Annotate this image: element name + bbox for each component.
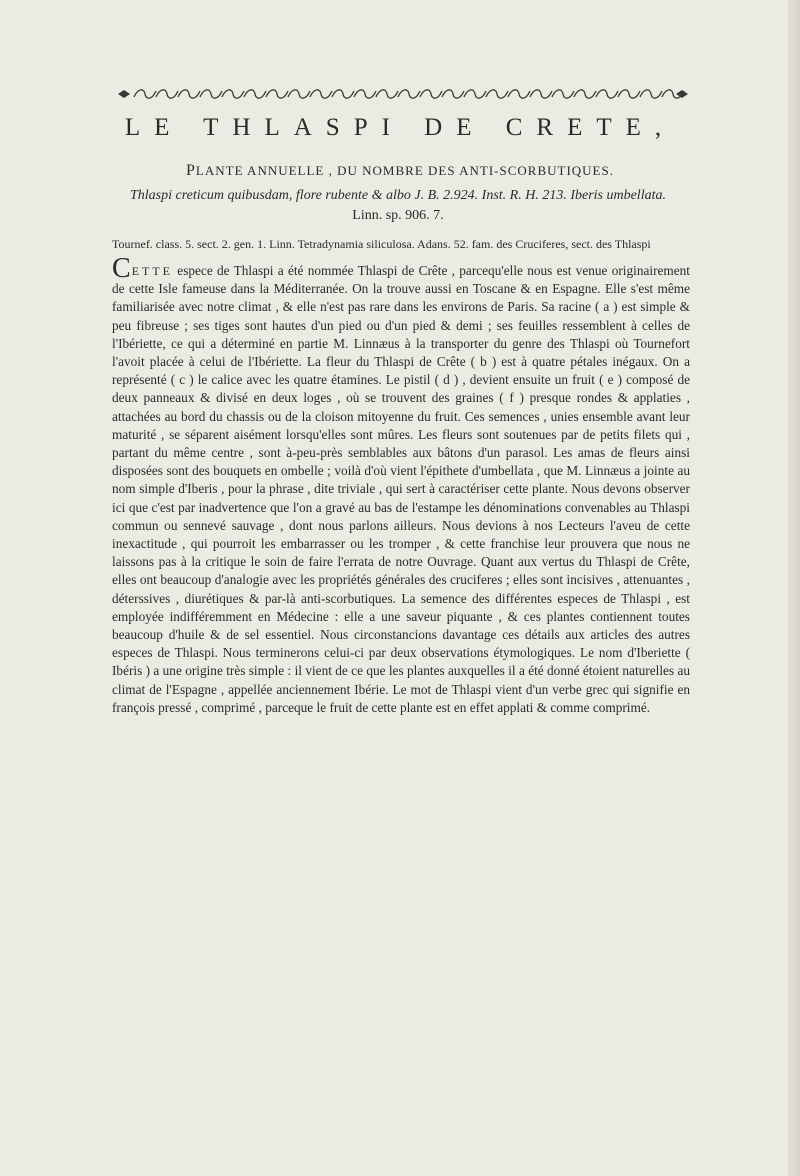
ornament-scroll — [530, 90, 552, 98]
article-text: espece de Thlaspi a été nommée Thlaspi de Crête , parcequ'elle nous est venue originairement de cette Isle fameuse dans la Méditerranée. On la trouve aussi en Toscane & en Espagne. Elle s'est même familiarisée avec notre climat , & elle n'est pas rare dans les environs de Paris. Sa racine ( a ) est simple & peu fibreuse ; ses tiges sont hautes d'un pied ou d'un pied & demi ; ses feuilles ressemblent à celles de l'Ibériette, ce qui a déterminé en partie M. Linnæus à la transporter du genre des Thlaspi où Tournefort l'avoit placée à celui de l'Ibériette. La fleur du Thlaspi de Crête ( b ) est à quatre pétales inégaux. On a représenté ( c ) le calice avec les quatre étamines. Le pistil ( d ) , devient ensuite un fruit ( e ) composé de deux panneaux & divisé en deux loges , où se trouvent des graines ( f ) presque rondes & applaties , attachées au bord du chassis ou de la cloison mitoyenne du fruit. Ces semences , unies ensemble avant leur maturité , se séparent aisément lorsqu'elles sont mûres. Les fleurs sont soutenues par de petits filets qui , partant du même centre , sont à-peu-près semblables aux bâtons d'un parasol. Les amas de fleurs ainsi disposées sont des bouquets en ombelle ; voilà d'où vient l'épithete d'umbellata , que M. Linnæus a jointe au nom simple d'Iberis , pour la phrase , dite triviale , qui sert à caractériser cette plante. Nous devons observer ici que c'est par inadvertence que l'on a gravé au bas de l'estampe les dénominations convenables au Thlaspi commun ou sennevé sauvage , dont nous parlons ailleurs. Nous devions à nos Lecteurs l'aveu de cette inexactitude , qui pourroit les embarrasser ou les tromper , & cette franchise leur prouvera que nous ne laissons pas à la critique le soin de faire l'errata de notre Ouvrage. Quant aux vertus du Thlaspi de Crête, elles ont beaucoup d'analogie avec les propriétés générales des cruciferes ; elles sont incisives , attenuantes , déterssives , diurétiques & par-là anti-scorbutiques. La semence des différentes especes de Thlaspi , est employée indifféremment en Médecine : elle a une saveur piquante , & ces plantes contiennent toutes beaucoup d'huile & de sel essentiel. Nous circonstancions davantage ces détails aux articles des autres especes de Thlaspi. Nous terminerons celui-ci par deux observations étymologiques. Le nom d'Iberiette ( Ibéris ) a une origine très simple : il vient de ce que les plantes auxquelles il a été donné étoient naturelles au climat de l'Espagne , appellée anciennement Ibérie. Le mot de Thlaspi vient d'un verbe grec qui signifie en françois pressé , comprimé , parceque le fruit de cette plante est en effet applati & comme comprimé. — [112, 263, 690, 715]
page-title: LE THLASPI DE CRETE, — [124, 114, 676, 141]
ornament-scroll — [200, 90, 222, 98]
classification-references: Tournef. class. 5. sect. 2. gen. 1. Linn. Tetradynamia siliculosa. Adans. 52. fam. des Cruciferes, sect. des Thlaspi — [112, 237, 651, 251]
ornament-scroll — [574, 90, 596, 98]
ornament-scroll — [332, 90, 354, 98]
ornament-scroll — [552, 90, 574, 98]
article-paragraph — [112, 253, 690, 717]
ornament-scroll — [266, 90, 288, 98]
ornament-scroll — [288, 90, 310, 98]
ornament-scroll — [222, 90, 244, 98]
ornament-scroll — [486, 90, 508, 98]
ornament-scroll — [596, 90, 618, 98]
page-subtitle — [0, 162, 800, 180]
ornament-scroll — [178, 90, 200, 98]
ornament-scroll — [508, 90, 530, 98]
ornament-scroll — [244, 90, 266, 98]
ornament-scroll — [618, 90, 640, 98]
ornament-scroll — [310, 90, 332, 98]
ornament-scroll — [442, 90, 464, 98]
synonymy-line-1: Thlaspi creticum quibusdam, flore rubente & albo J. B. 2.924. Inst. R. H. 213. Iberis umbellata. — [130, 188, 666, 203]
ornament-scroll — [134, 90, 156, 98]
subtitle-text: PLANTE ANNUELLE , DU NOMBRE DES ANTI-SCORBUTIQUES. — [186, 162, 614, 179]
ornament-scroll — [420, 90, 442, 98]
synonymy-line-2: Linn. sp. 906. 7. — [352, 208, 444, 223]
ornament-scroll — [376, 90, 398, 98]
drop-cap: C — [112, 253, 131, 284]
lead-word: ETTE — [131, 264, 174, 278]
ornament-scroll — [398, 90, 420, 98]
synonymy — [128, 186, 668, 226]
article-body — [112, 253, 690, 717]
ornament-scroll — [156, 90, 178, 98]
ornamental-border — [118, 86, 688, 102]
ornament-scroll — [354, 90, 376, 98]
ornament-scroll — [464, 90, 486, 98]
ornament-scroll — [640, 90, 662, 98]
